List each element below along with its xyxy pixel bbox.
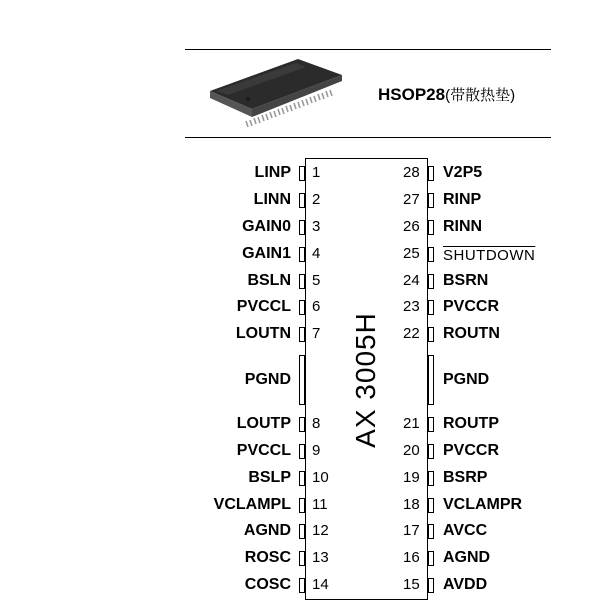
right-pin-name: PVCCR (443, 442, 500, 459)
left-pin-5-lead (299, 274, 305, 289)
left-pin-number: 14 (312, 576, 329, 593)
left-pin-number: 12 (312, 522, 329, 539)
right-pin-21-lead (428, 417, 434, 432)
left-pin-13-lead (299, 551, 305, 566)
right-pin-name: RINN (443, 218, 483, 235)
right-pin-number: 21 (403, 415, 420, 432)
right-pin-name: PVCCR (443, 298, 500, 315)
right-pin-name: VCLAMPR (443, 496, 523, 513)
left-pin-2-lead (299, 193, 305, 208)
right-pin-name: V2P5 (443, 164, 483, 181)
left-pin-name: GAIN1 (242, 245, 291, 262)
right-pin-number: 24 (403, 272, 420, 289)
left-pin-9-lead (299, 444, 305, 459)
left-pin-number: 10 (312, 469, 329, 486)
left-pin-3-lead (299, 220, 305, 235)
left-pin-number: 8 (312, 415, 321, 432)
left-pin-number: 2 (312, 191, 321, 208)
right-pin-name: PGND (443, 371, 490, 388)
right-pin-name: ROUTN (443, 325, 500, 342)
right-pin-number: 27 (403, 191, 420, 208)
right-pin-number: 17 (403, 522, 420, 539)
left-pin-name: LOUTP (236, 415, 291, 432)
right-pin-number: 20 (403, 442, 420, 459)
right-pin-pgnd-lead (428, 355, 434, 405)
right-pin-number: 22 (403, 325, 420, 342)
right-pin-23-lead (428, 300, 434, 315)
right-pin-number: 26 (403, 218, 420, 235)
left-pin-number: 7 (312, 325, 321, 342)
left-pin-name: LINN (253, 191, 291, 208)
left-pin-name: AGND (243, 522, 291, 539)
left-pin-4-lead (299, 247, 305, 262)
right-pin-number: 28 (403, 164, 420, 181)
right-pin-number: 18 (403, 496, 420, 513)
left-pin-number: 4 (312, 245, 321, 262)
right-pin-18-lead (428, 498, 434, 513)
left-pin-6-lead (299, 300, 305, 315)
top-rule (185, 49, 551, 50)
package-note: (带散热垫) (445, 87, 516, 104)
left-pin-11-lead (299, 498, 305, 513)
right-pin-number: 19 (403, 469, 420, 486)
right-pin-26-lead (428, 220, 434, 235)
left-pin-14-lead (299, 578, 305, 593)
right-pin-25-lead (428, 247, 434, 262)
right-pin-name: BSRN (443, 272, 489, 289)
right-pin-name: AGND (443, 549, 491, 566)
right-pin-number: 23 (403, 298, 420, 315)
left-pin-name: BSLP (248, 469, 291, 486)
left-pin-number: 5 (312, 272, 321, 289)
right-pin-27-lead (428, 193, 434, 208)
left-pin-name: BSLN (247, 272, 291, 289)
right-pin-16-lead (428, 551, 434, 566)
left-pin-name: LOUTN (235, 325, 291, 342)
hsop28-package-image (206, 55, 346, 130)
left-pin-8-lead (299, 417, 305, 432)
package-name: HSOP28 (378, 85, 446, 104)
right-pin-22-lead (428, 327, 434, 342)
left-pin-name: PVCCL (236, 442, 291, 459)
left-pin-1-lead (299, 166, 305, 181)
left-pin-number: 9 (312, 442, 321, 459)
right-pin-name: AVDD (443, 576, 488, 593)
left-pin-number: 1 (312, 164, 321, 181)
right-pin-15-lead (428, 578, 434, 593)
right-pin-name: SHUTDOWN (443, 247, 536, 264)
right-pin-name: ROUTP (443, 415, 499, 432)
right-pin-28-lead (428, 166, 434, 181)
right-pin-19-lead (428, 471, 434, 486)
left-pin-number: 6 (312, 298, 321, 315)
chip-name: AX 3005H (350, 312, 381, 448)
right-pin-number: 25 (403, 245, 420, 262)
left-pin-name: COSC (244, 576, 291, 593)
right-pin-number: 16 (403, 549, 420, 566)
right-pin-name: BSRP (443, 469, 488, 486)
left-pin-7-lead (299, 327, 305, 342)
right-pin-name: AVCC (443, 522, 488, 539)
package-label (378, 84, 515, 105)
left-pin-name: LINP (254, 164, 291, 181)
left-pin-12-lead (299, 524, 305, 539)
left-pin-name: GAIN0 (242, 218, 291, 235)
left-pin-name: VCLAMPL (213, 496, 291, 513)
right-pin-17-lead (428, 524, 434, 539)
right-pin-name: RINP (443, 191, 482, 208)
left-pin-number: 13 (312, 549, 329, 566)
right-pin-24-lead (428, 274, 434, 289)
left-pin-name: PVCCL (236, 298, 291, 315)
left-pin-name: PGND (244, 371, 291, 388)
left-pin-number: 11 (312, 496, 328, 513)
left-pin-pgnd-lead (299, 355, 305, 405)
right-pin-20-lead (428, 444, 434, 459)
right-pin-number: 15 (403, 576, 420, 593)
left-pin-10-lead (299, 471, 305, 486)
left-pin-number: 3 (312, 218, 321, 235)
bottom-rule (185, 137, 551, 138)
left-pin-name: ROSC (244, 549, 291, 566)
